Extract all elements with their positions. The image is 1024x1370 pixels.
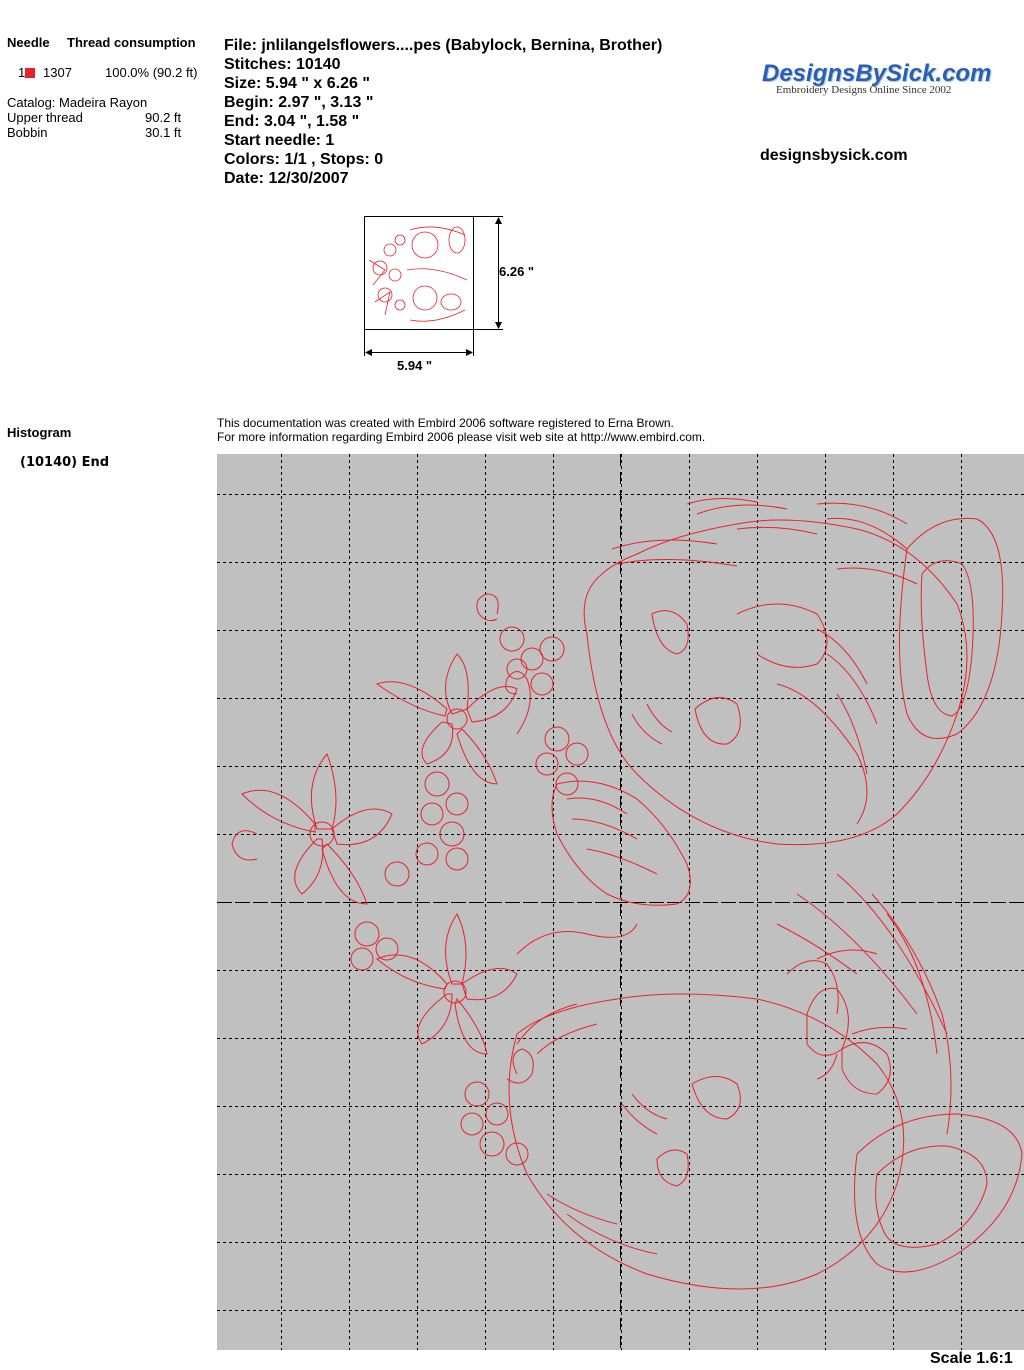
begin-position: Begin: 2.97 ", 3.13 "	[224, 94, 374, 111]
histogram-title: Histogram	[7, 425, 72, 440]
bobbin-label: Bobbin	[7, 125, 48, 140]
scale-label: Scale 1.6:1	[930, 1350, 1013, 1367]
canvas-grid	[217, 454, 1024, 1350]
bobbin-value: 30.1 ft	[145, 125, 182, 140]
colors-stops: Colors: 1/1 , Stops: 0	[224, 151, 384, 168]
documentation-line-2: For more information regarding Embird 2006 please visit web site at http://www.embird.com.	[217, 430, 706, 444]
needle-header: Needle	[7, 35, 50, 50]
end-position: End: 3.04 ", 1.58 "	[224, 113, 360, 130]
thread-color-swatch	[25, 68, 35, 78]
designsbysick-logo	[762, 60, 991, 96]
logo-tagline: Embroidery Designs Online Since 2002	[776, 84, 952, 96]
thread-consumption-header: Thread consumption	[67, 35, 196, 50]
width-dimension-label: 5.94 "	[397, 358, 433, 373]
documentation-line-1: This documentation was created with Embird 2006 software registered to Erna Brown.	[217, 416, 674, 430]
embroidery-stitches	[232, 498, 1022, 1289]
needle-number: 1	[18, 65, 26, 80]
website-link[interactable]: designsbysick.com	[760, 147, 908, 164]
logo-title: DesignsBySick.com	[762, 60, 992, 87]
design-date: Date: 12/30/2007	[224, 170, 349, 187]
histogram-entry: (10140) End	[20, 455, 110, 470]
file-info	[224, 36, 662, 188]
upper-thread-label: Upper thread	[7, 110, 83, 125]
design-thumbnail	[355, 210, 555, 380]
thread-consumption: 100.0% (90.2 ft)	[105, 65, 198, 80]
upper-thread-value: 90.2 ft	[145, 110, 182, 125]
file-name: File: jnlilangelsflowers....pes (Babylock, Bernina, Brother)	[224, 37, 663, 54]
catalog-label: Catalog: Madeira Rayon	[7, 95, 148, 110]
height-dimension-label: 6.26 "	[499, 264, 535, 279]
start-needle: Start needle: 1	[224, 132, 335, 149]
thread-row	[18, 65, 35, 80]
design-canvas	[217, 454, 1024, 1350]
thread-code: 1307	[43, 65, 72, 80]
design-canvas-svg	[217, 454, 1024, 1350]
documentation-note	[217, 416, 705, 444]
design-size: Size: 5.94 " x 6.26 "	[224, 75, 370, 92]
stitch-count: Stitches: 10140	[224, 56, 341, 73]
